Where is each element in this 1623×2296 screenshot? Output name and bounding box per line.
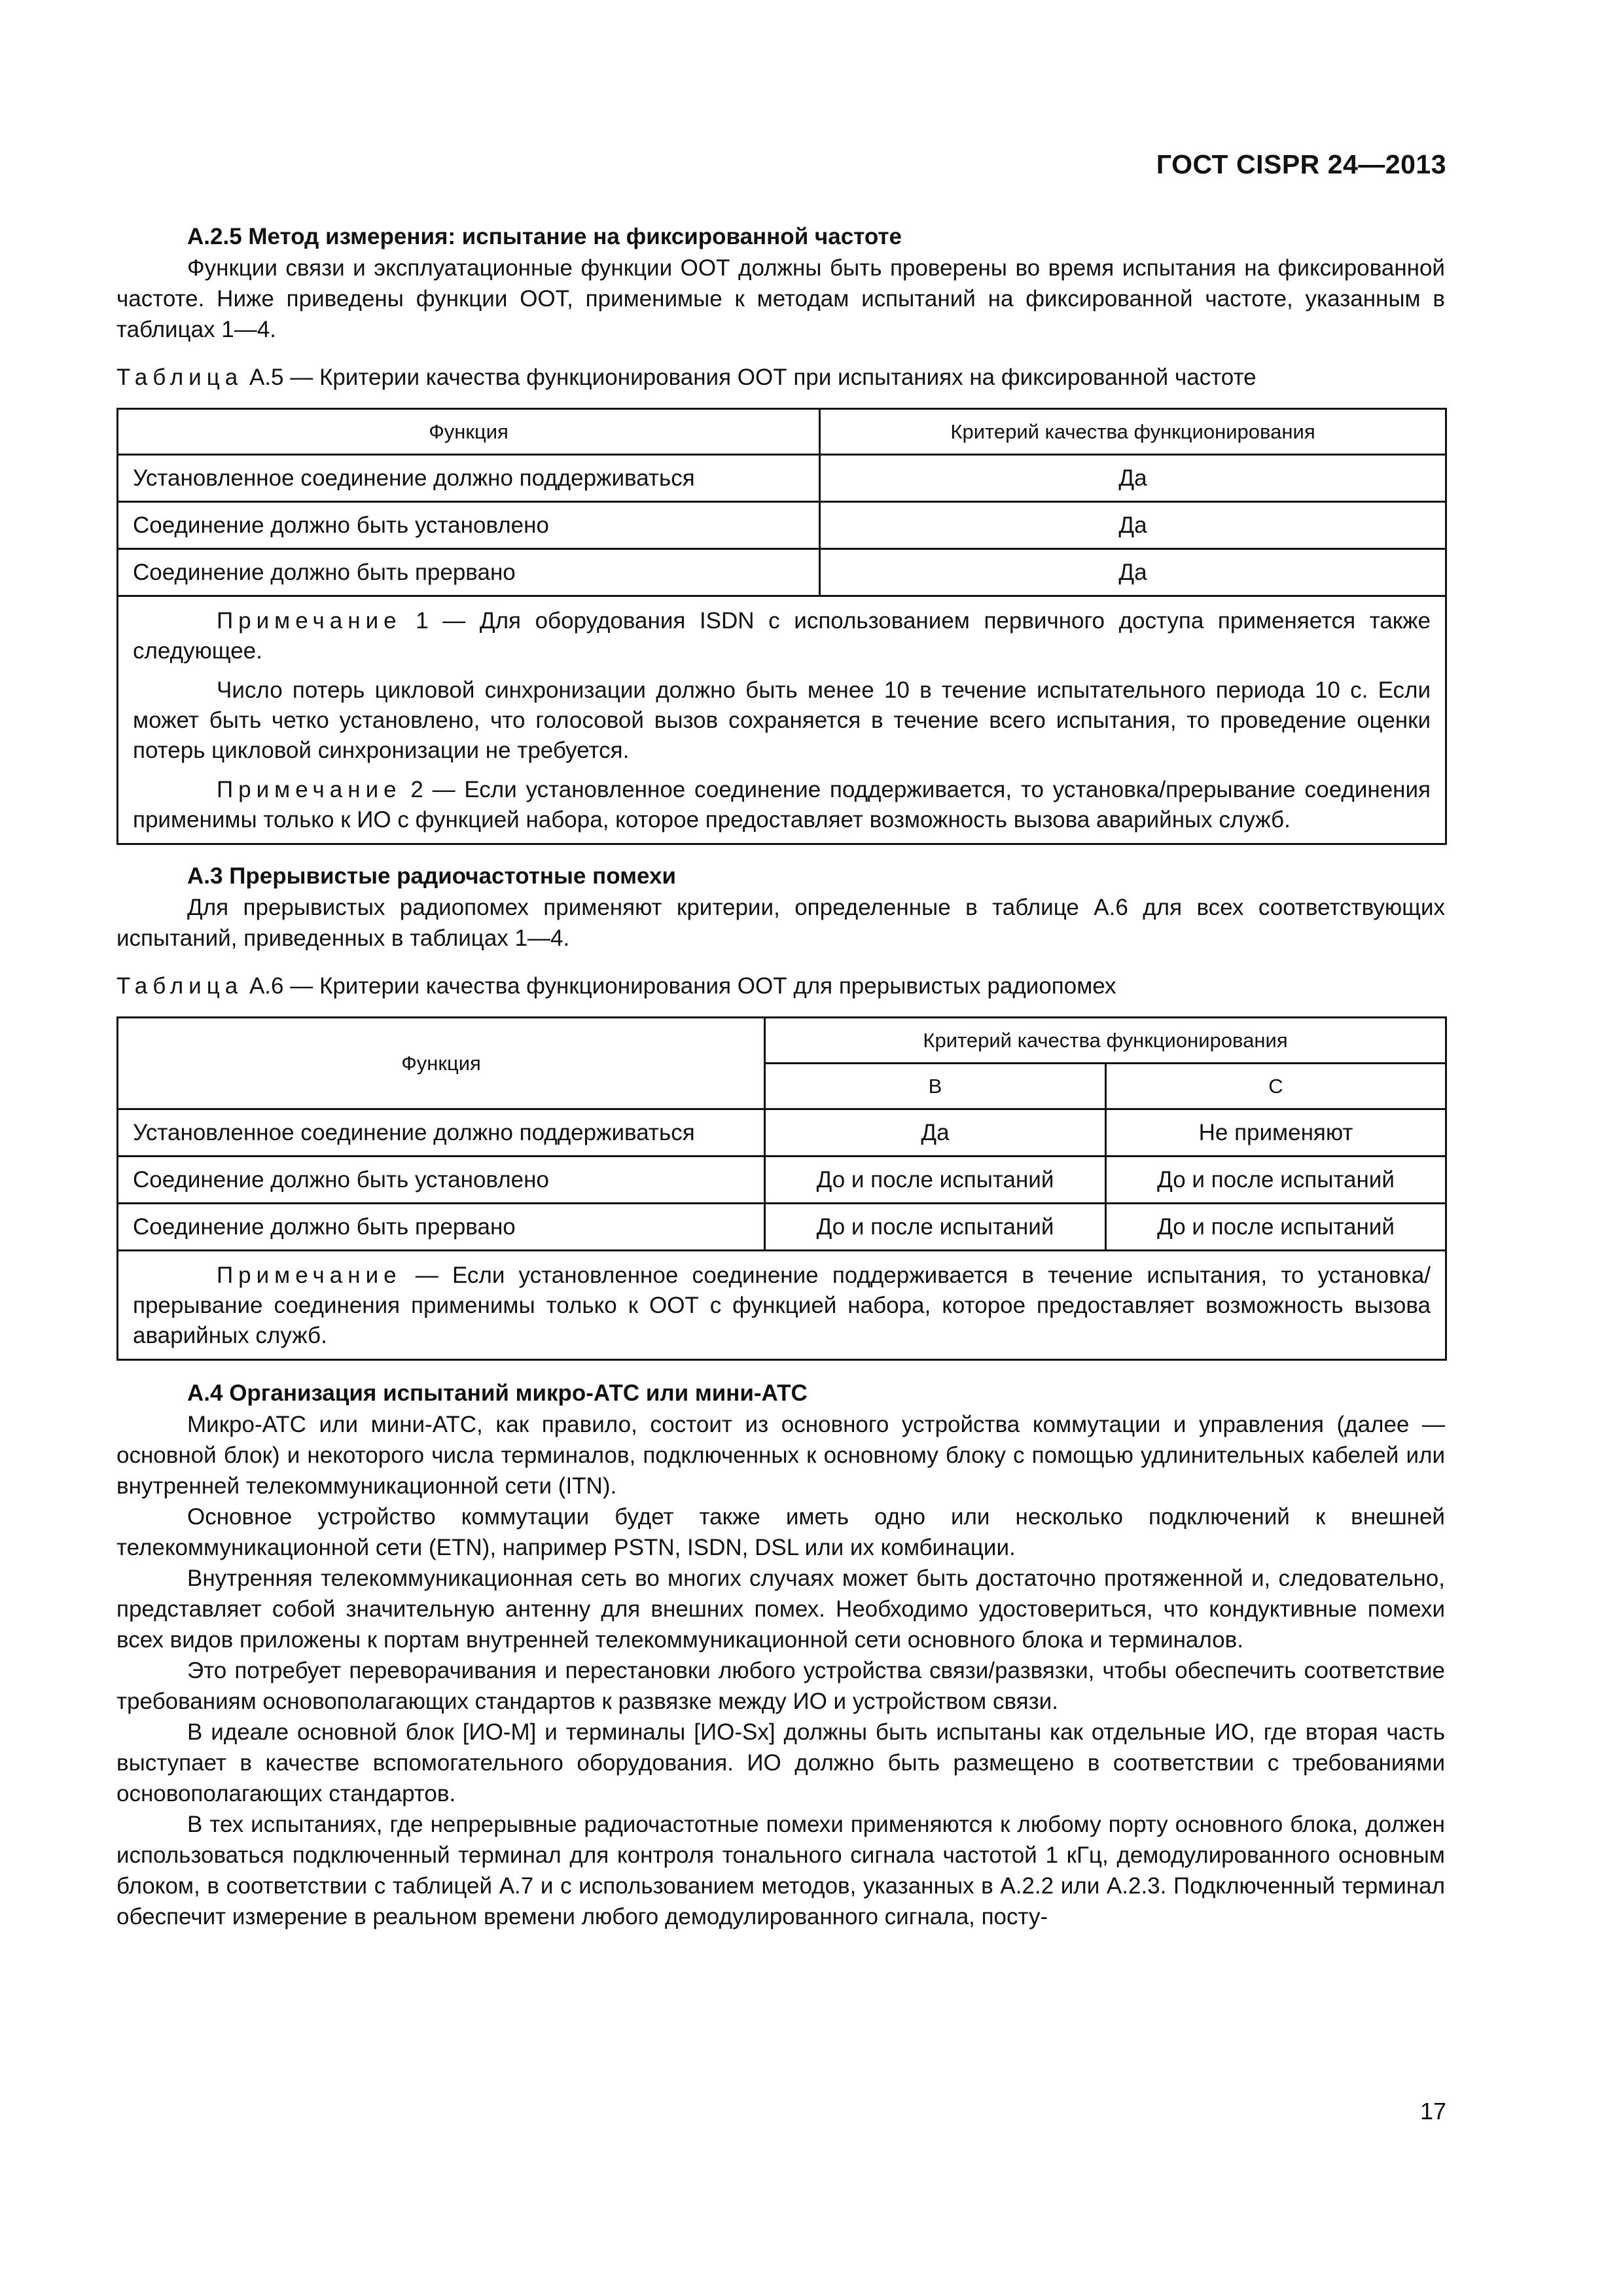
table-cell-criterion: Да xyxy=(820,455,1446,502)
note-1-label: Примечание xyxy=(217,608,402,634)
header-function: Функция xyxy=(118,1018,765,1109)
page-number: 17 xyxy=(1419,2098,1446,2125)
note-2-text: 2 — Если установленное соединение поддерживается, то установка/прерывание соединения применимы только к ИО с функцией набора, которое предоставляет возможность вызова аварийных служб. xyxy=(133,777,1431,833)
section-a4-paragraph: Внутренняя телекоммуникационная сеть во многих случаях может быть достаточно протяженной и, следовательно, представляет собой значительную антенну для внешних помех. Необходимо удостовериться, что кондуктивные помехи всех видов приложены к портам внутренней телекоммуникационной сети основного блока и терминалов. xyxy=(116,1566,1445,1653)
note-label: Примечание xyxy=(217,1263,402,1288)
table-note-row xyxy=(118,1251,1446,1360)
section-a25-paragraph: Функции связи и эксплуатационные функции ООТ должны быть проверены во время испытания на фиксированной частоте. Ниже приведены функции ООТ, применимые к методам испытаний на фиксированной частоте, указанным в таблицах 1—4. xyxy=(116,255,1445,342)
section-a4-paragraph: Это потребует переворачивания и перестановки любого устройства связи/развязки, чтобы обеспечить соответствие требованиям основополагающих стандартов к развязке между ИО и устройством связи. xyxy=(116,1658,1445,1714)
table-note-row xyxy=(118,596,1446,844)
table-row xyxy=(118,455,1446,502)
note-text: — Если установленное соединение поддерживается в течение испытания, то установка/прерывание соединения применимы только к ООТ с функцией набора, которое предоставляет возможность вызова аварийных служб. xyxy=(133,1263,1431,1348)
table-cell-criterion-b: До и после испытаний xyxy=(765,1204,1106,1251)
section-a3-heading: А.3 Прерывистые радиочастотные помехи xyxy=(187,863,676,889)
table-cell-criterion-b: Да xyxy=(765,1109,1106,1157)
table-a6-caption xyxy=(116,971,1445,1002)
table-row xyxy=(118,502,1446,549)
section-a25-heading: А.2.5 Метод измерения: испытание на фиксированной частоте xyxy=(187,224,902,249)
table-cell-criterion-c: Не применяют xyxy=(1106,1109,1446,1157)
table-a5-caption-label: Таблица xyxy=(116,365,243,390)
table-a5-caption-text: А.5 — Критерии качества функционирования ООТ при испытаниях на фиксированной частоте xyxy=(243,365,1257,390)
section-a4-heading: А.4 Организация испытаний микро-АТС или мини-АТС xyxy=(187,1380,808,1406)
table-a6-caption-text: А.6 — Критерии качества функционирования ООТ для прерывистых радиопомех xyxy=(243,973,1116,999)
table-header-row xyxy=(118,1018,1446,1064)
header-criterion-b: В xyxy=(765,1064,1106,1109)
table-header-row xyxy=(118,409,1446,455)
table-cell-function: Соединение должно быть установлено xyxy=(118,1157,765,1204)
table-a5-notes xyxy=(118,596,1446,844)
table-row xyxy=(118,549,1446,596)
section-a3-paragraph: Для прерывистых радиопомех применяют критерии, определенные в таблице А.6 для всех соответствующих испытаний, приведенных в таблицах 1—4. xyxy=(116,895,1445,951)
header-criterion-c: С xyxy=(1106,1064,1446,1109)
standard-header: ГОСТ CISPR 24—2013 xyxy=(1156,149,1446,179)
table-a6-notes xyxy=(118,1251,1446,1360)
table-a5-caption xyxy=(116,362,1445,393)
table-row xyxy=(118,1109,1446,1157)
table-row xyxy=(118,1204,1446,1251)
note-2-label: Примечание xyxy=(217,777,402,802)
table-cell-function: Соединение должно быть прервано xyxy=(118,1204,765,1251)
section-a4-paragraph: В тех испытаниях, где непрерывные радиочастотные помехи применяются к любому порту основного блока, должен использоваться подключенный терминал для контроля тонального сигнала частотой 1 кГц, демодулированного основным блоком, в соответствии с таблицей А.7 и с использованием методов, указанных в А.2.2 или А.2.3. Подключенный терминал обеспечит измерение в реальном времени любого демодулированного сигнала, посту- xyxy=(116,1812,1445,1929)
table-cell-function: Установленное соединение должно поддерживаться xyxy=(118,1109,765,1157)
header-criterion: Критерий качества функционирования xyxy=(765,1018,1446,1064)
section-a4-paragraph: Основное устройство коммутации будет также иметь одно или несколько подключений к внешней телекоммуникационной сети (ETN), например PSTN, ISDN, DSL или их комбинации. xyxy=(116,1504,1445,1560)
table-a6 xyxy=(116,1016,1447,1361)
table-cell-criterion: Да xyxy=(820,549,1446,596)
table-cell-function: Соединение должно быть прервано xyxy=(118,549,820,596)
note-2 xyxy=(133,775,1431,835)
note-1-text: 1 — Для оборудования ISDN с использованием первичного доступа применяется также следующее. xyxy=(133,608,1431,664)
table-cell-function: Установленное соединение должно поддерживаться xyxy=(118,455,820,502)
note-1-detail: Число потерь цикловой синхронизации должно быть менее 10 в течение испытательного периода 10 с. Если может быть четко установлено, что голосовой вызов сохраняется в течение всего испытания, то проведение оценки потерь цикловой синхронизации не требуется. xyxy=(133,677,1431,763)
table-cell-criterion-c: До и после испытаний xyxy=(1106,1157,1446,1204)
page-content xyxy=(116,221,1445,1932)
table-cell-criterion-c: До и после испытаний xyxy=(1106,1204,1446,1251)
note-1 xyxy=(133,606,1431,666)
header-function: Функция xyxy=(118,409,820,455)
table-a6-caption-label: Таблица xyxy=(116,973,243,999)
section-a4-paragraph: Микро-АТС или мини-АТС, как правило, состоит из основного устройства коммутации и управления (далее — основной блок) и некоторого числа терминалов, подключенных к основному блоку с помощью удлинительных кабелей или внутренней телекоммуникационной сети (ITN). xyxy=(116,1412,1445,1499)
header-criterion: Критерий качества функционирования xyxy=(820,409,1446,455)
table-cell-criterion: Да xyxy=(820,502,1446,549)
table-row xyxy=(118,1157,1446,1204)
table-cell-function: Соединение должно быть установлено xyxy=(118,502,820,549)
table-a5 xyxy=(116,408,1447,845)
table-cell-criterion-b: До и после испытаний xyxy=(765,1157,1106,1204)
note xyxy=(133,1261,1431,1351)
section-a4-paragraph: В идеале основной блок [ИО-М] и терминалы [ИО-Sx] должны быть испытаны как отдельные ИО, где вторая часть выступает в качестве вспомогательного оборудования. ИО должно быть размещено в соответствии с требованиями основополагающих стандартов. xyxy=(116,1719,1445,1806)
